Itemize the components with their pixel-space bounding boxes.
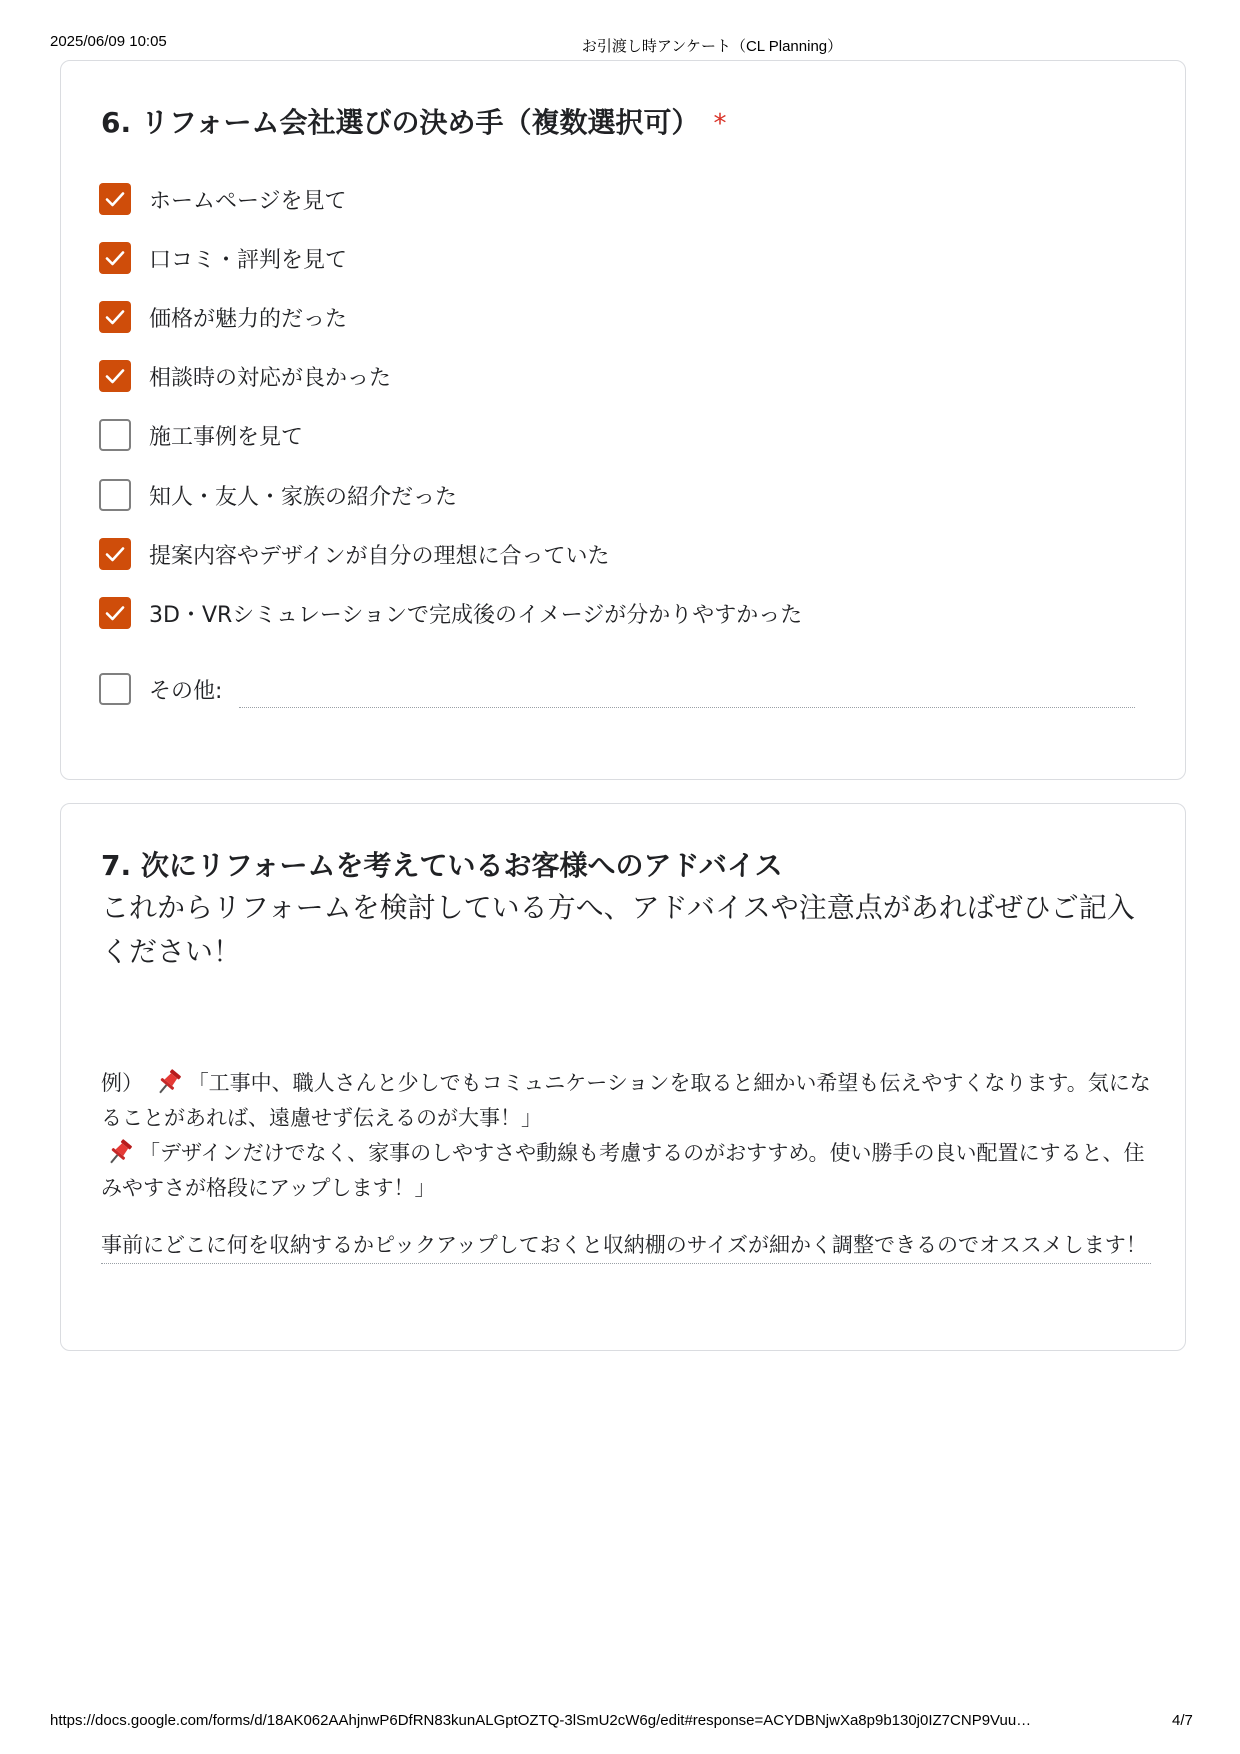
- check-icon: [103, 246, 127, 270]
- check-icon: [103, 542, 127, 566]
- checkbox-checked[interactable]: [99, 301, 131, 333]
- check-icon: [103, 187, 127, 211]
- checkbox-option-label: 口コミ・評判を見て: [149, 247, 348, 273]
- question-7-answer-field[interactable]: 事前にどこに何を収納するかピックアップしておくと収納棚のサイズが細かく調整できるのでオススメします！: [101, 1230, 1151, 1264]
- checkbox-option[interactable]: [99, 418, 303, 452]
- checkbox-checked[interactable]: [99, 597, 131, 629]
- checkbox-option[interactable]: [99, 672, 222, 706]
- checkbox-unchecked[interactable]: [99, 673, 131, 705]
- example-2-text: 「デザインだけでなく、家事のしやすさや動線も考慮するのがおすすめ。使い勝手の良い配置にすると、住みやすさが格段にアップします！」: [101, 1141, 1145, 1200]
- print-url: https://docs.google.com/forms/d/18AK062AAhjnwP6DfRN83kunALGptOZTQ-3lSmU2cW6g/edit#response=ACYDBNjwXa8p9b130j0IZ7CNP9Vuu…: [50, 1712, 1032, 1729]
- check-icon: [103, 601, 127, 625]
- question-6-title-text: 6. リフォーム会社選びの決め手（複数選択可）: [101, 106, 700, 139]
- question-title-7: 7. 次にリフォームを考えているお客様へのアドバイス: [101, 849, 783, 882]
- print-datetime: 2025/06/09 10:05: [50, 33, 167, 50]
- checkbox-option-label: 3D・VRシミュレーションで完成後のイメージが分かりやすかった: [149, 602, 803, 628]
- checkbox-option-label: 価格が魅力的だった: [149, 306, 348, 332]
- example-1-text: 「工事中、職人さんと少しでもコミュニケーションを取ると細かい希望も伝えやすくなります。気になることがあれば、遠慮せず伝えるのが大事！」: [101, 1071, 1151, 1130]
- checkbox-option-label: 知人・友人・家族の紹介だった: [149, 484, 458, 510]
- checkbox-option[interactable]: [99, 478, 457, 512]
- checkbox-checked[interactable]: [99, 360, 131, 392]
- checkbox-checked[interactable]: [99, 538, 131, 570]
- print-page-number: 4/7: [1172, 1712, 1193, 1729]
- checkbox-unchecked[interactable]: [99, 419, 131, 451]
- checkbox-option-label: 施工事例を見て: [149, 424, 304, 450]
- checkbox-checked[interactable]: [99, 242, 131, 274]
- checkbox-option[interactable]: [99, 300, 347, 334]
- question-title-6: [101, 101, 726, 141]
- required-asterisk: *: [713, 109, 727, 139]
- checkbox-option[interactable]: [99, 596, 802, 630]
- checkbox-option[interactable]: [99, 182, 347, 216]
- checkbox-option-label: 相談時の対応が良かった: [149, 365, 392, 391]
- checkbox-checked[interactable]: [99, 183, 131, 215]
- question-card-6: [60, 60, 1186, 780]
- question-7-description: これからリフォームを検討している方へ、アドバイスや注意点があればぜひご記入ください！: [101, 891, 1135, 968]
- checkbox-option[interactable]: [99, 537, 609, 571]
- checkbox-option-label: その他:: [149, 678, 223, 704]
- check-icon: [103, 364, 127, 388]
- question-7-example: [101, 1066, 1161, 1206]
- check-icon: [103, 305, 127, 329]
- checkbox-unchecked[interactable]: [99, 479, 131, 511]
- other-text-input[interactable]: [239, 707, 1135, 708]
- question-card-7: [60, 803, 1186, 1351]
- checkbox-option-label: 提案内容やデザインが自分の理想に合っていた: [149, 543, 610, 569]
- checkbox-option[interactable]: [99, 359, 391, 393]
- checkbox-option-label: ホームページを見て: [149, 188, 347, 214]
- checkbox-option[interactable]: [99, 241, 347, 275]
- pushpin-icon: [105, 1138, 135, 1166]
- pushpin-icon: [154, 1068, 184, 1096]
- print-document-title: お引渡し時アンケート（CL Planning）: [581, 38, 843, 55]
- example-prefix: 例）: [101, 1071, 143, 1095]
